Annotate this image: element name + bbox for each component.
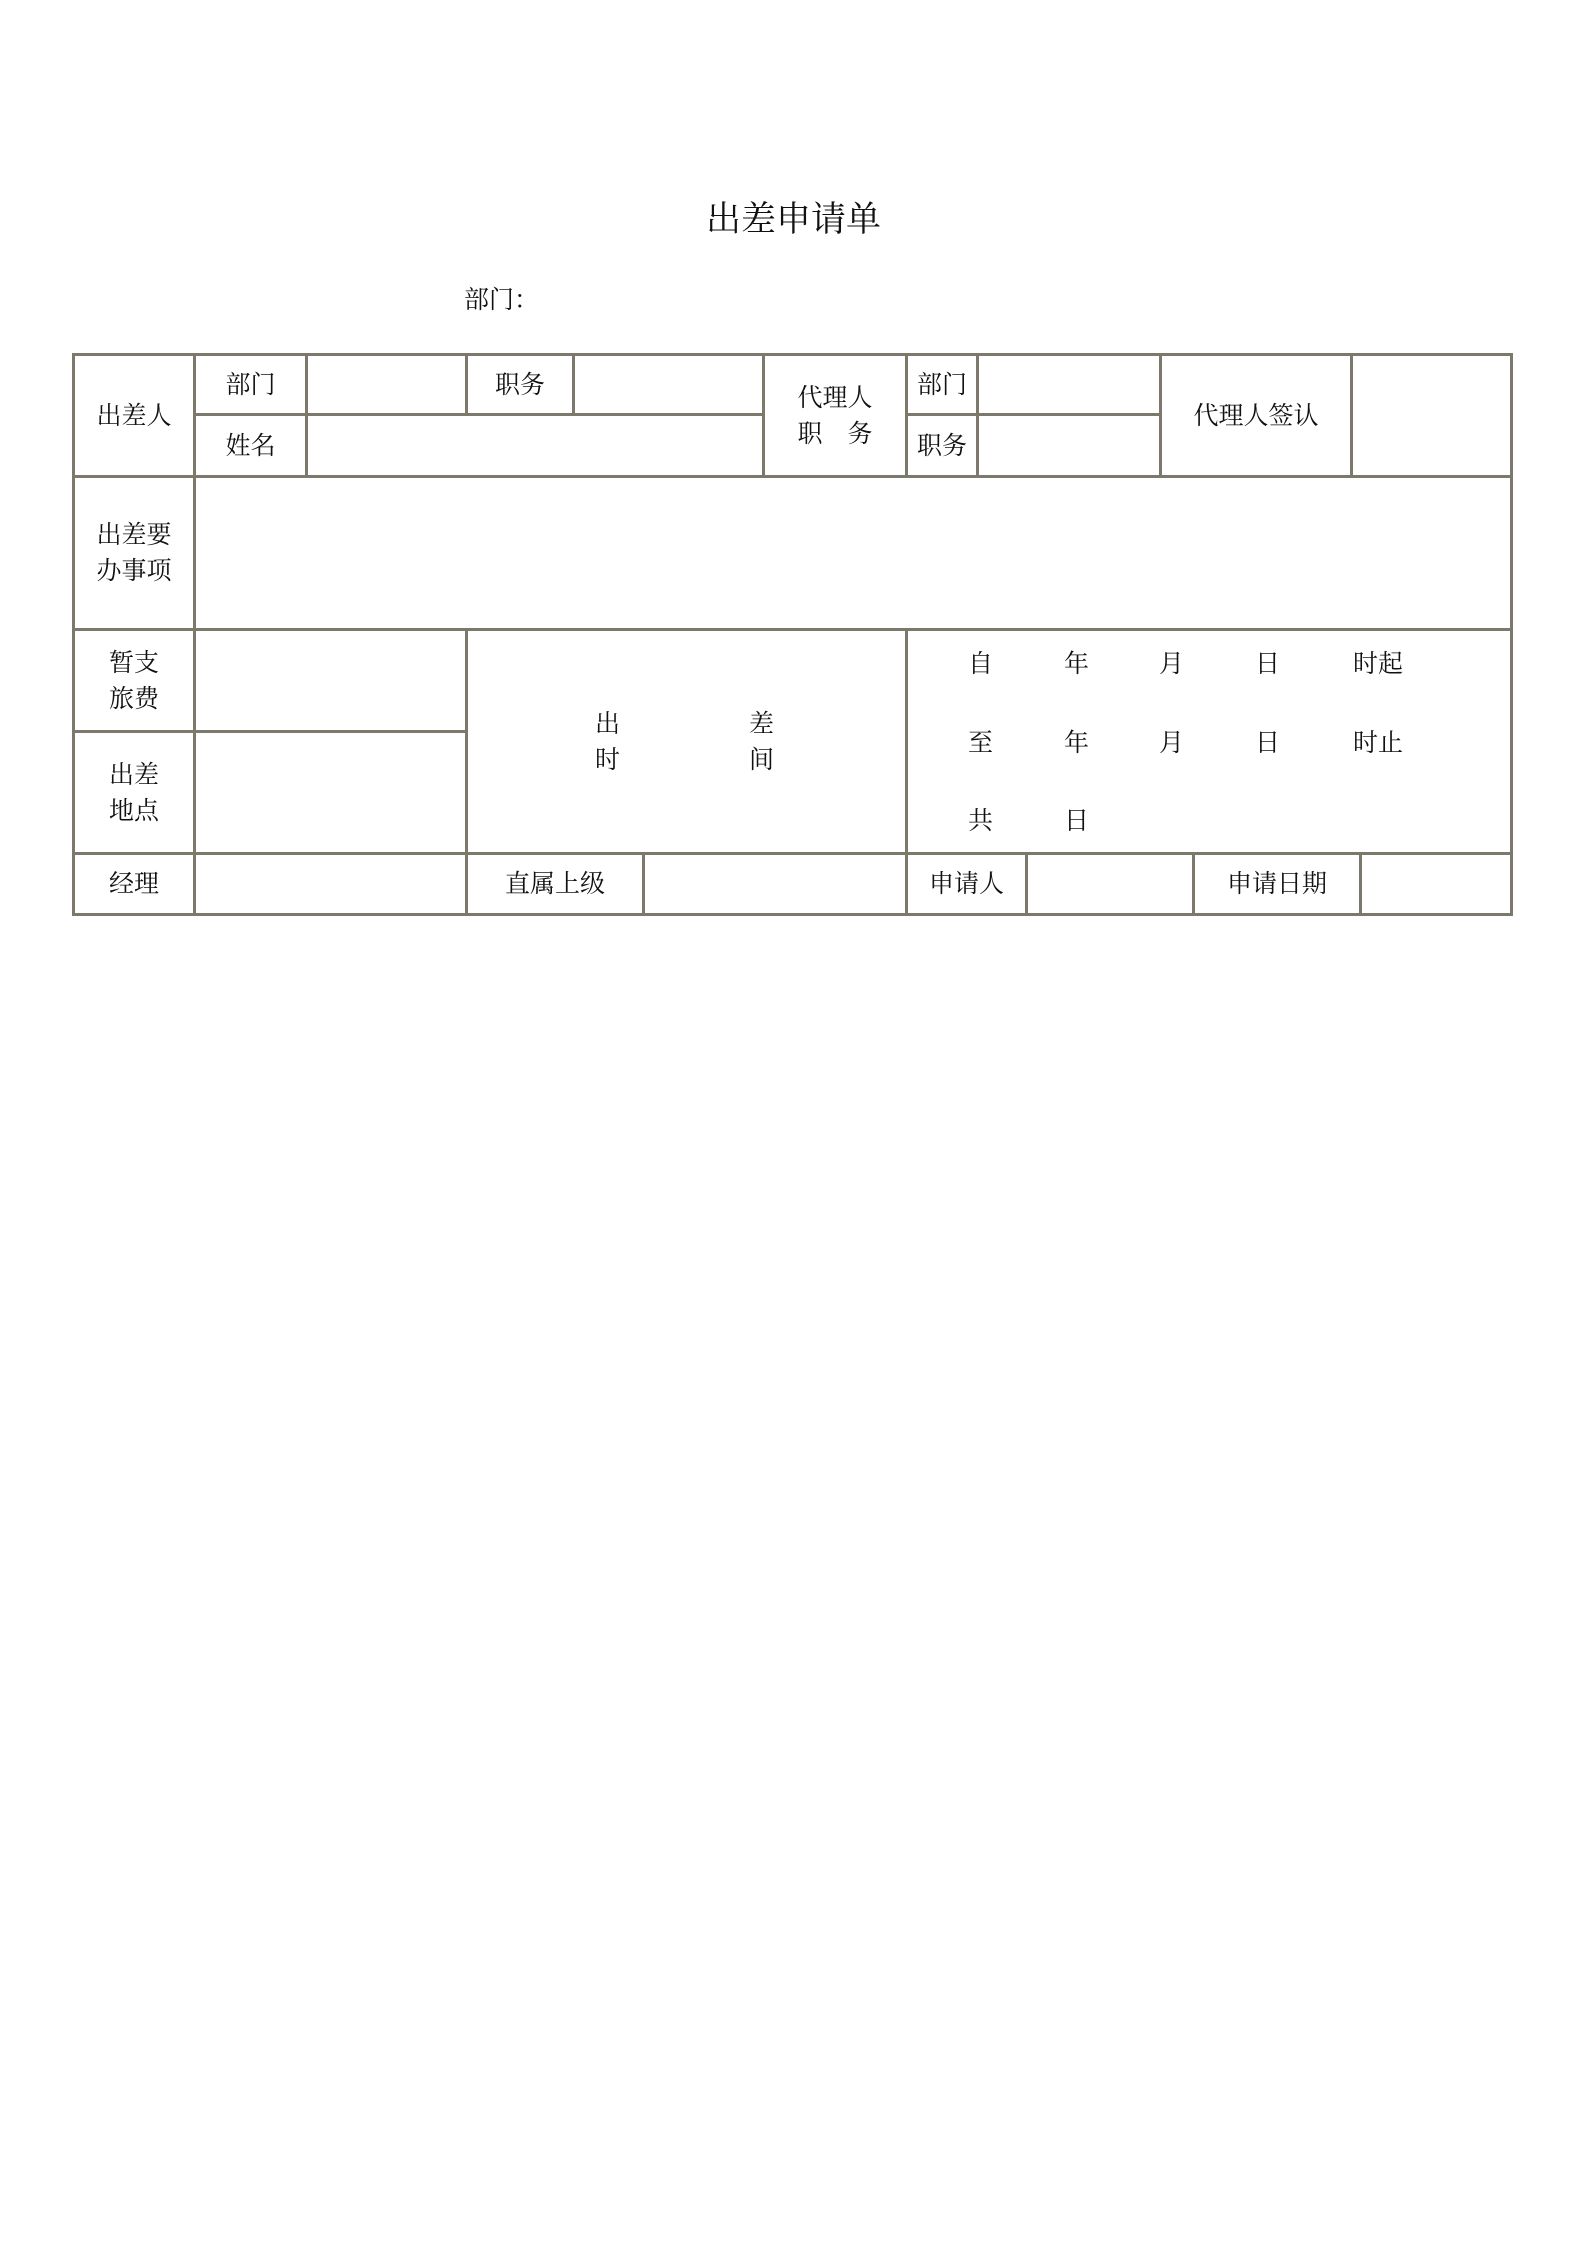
- name-label: 姓名: [193, 413, 308, 478]
- agent-position-label-2: 职务: [905, 413, 979, 478]
- dept-field[interactable]: [305, 353, 468, 416]
- traveler-label: 出差人: [72, 353, 196, 478]
- time-char-2: 差: [749, 709, 775, 738]
- from-year: 年: [1064, 649, 1090, 678]
- total-char: 共: [968, 806, 994, 835]
- place-label: [72, 730, 196, 855]
- from-hour: 时起: [1353, 649, 1404, 678]
- advance-label-line2: 旅费: [108, 683, 159, 713]
- supervisor-label: 直属上级: [465, 852, 645, 916]
- travel-time-label: [465, 628, 908, 855]
- to-year: 年: [1064, 728, 1090, 757]
- position-label: 职务: [465, 353, 575, 416]
- time-char-1: 出: [595, 709, 621, 738]
- matters-label: [72, 475, 196, 631]
- name-field[interactable]: [305, 413, 765, 478]
- advance-label: [72, 628, 196, 733]
- agent-position-field[interactable]: [976, 413, 1162, 478]
- agent-dept-field[interactable]: [976, 353, 1162, 416]
- to-hour: 时止: [1353, 728, 1404, 757]
- manager-label: 经理: [72, 852, 196, 916]
- from-month: 月: [1159, 649, 1185, 678]
- total-day: 日: [1064, 806, 1090, 835]
- agent-position-label: [762, 353, 908, 478]
- to-month: 月: [1159, 728, 1185, 757]
- agent-sign-label: 代理人签认: [1159, 353, 1353, 478]
- from-day: 日: [1255, 649, 1281, 678]
- to-char: 至: [968, 728, 994, 757]
- place-field[interactable]: [193, 730, 468, 855]
- matters-label-line1: 出差要: [96, 520, 172, 549]
- to-day: 日: [1255, 728, 1281, 757]
- travel-time-field[interactable]: [905, 628, 1513, 855]
- time-char-4: 间: [749, 745, 775, 774]
- place-label-line2: 地点: [108, 795, 159, 825]
- matters-label-line2: 办事项: [96, 556, 172, 585]
- agent-label-line1: 代理人: [797, 382, 873, 412]
- advance-field[interactable]: [193, 628, 468, 733]
- page-title: 出差申请单: [705, 200, 881, 240]
- applicant-label: 申请人: [905, 852, 1028, 916]
- place-label-line1: 出差: [108, 759, 159, 789]
- department-label: 部门：: [464, 285, 540, 314]
- dept-label: 部门: [193, 353, 308, 416]
- from-char: 自: [968, 649, 994, 678]
- agent-sign-field[interactable]: [1350, 353, 1513, 478]
- position-field[interactable]: [572, 353, 765, 416]
- matters-field[interactable]: [193, 475, 1513, 631]
- agent-dept-label: 部门: [905, 353, 979, 416]
- applicant-field[interactable]: [1025, 852, 1195, 916]
- advance-label-line1: 暂支: [108, 647, 159, 677]
- apply-date-field[interactable]: [1359, 852, 1513, 916]
- apply-date-label: 申请日期: [1192, 852, 1362, 916]
- supervisor-field[interactable]: [642, 852, 908, 916]
- manager-field[interactable]: [193, 852, 468, 916]
- agent-label-line2: 职 务: [797, 418, 873, 448]
- time-char-3: 时: [595, 745, 621, 774]
